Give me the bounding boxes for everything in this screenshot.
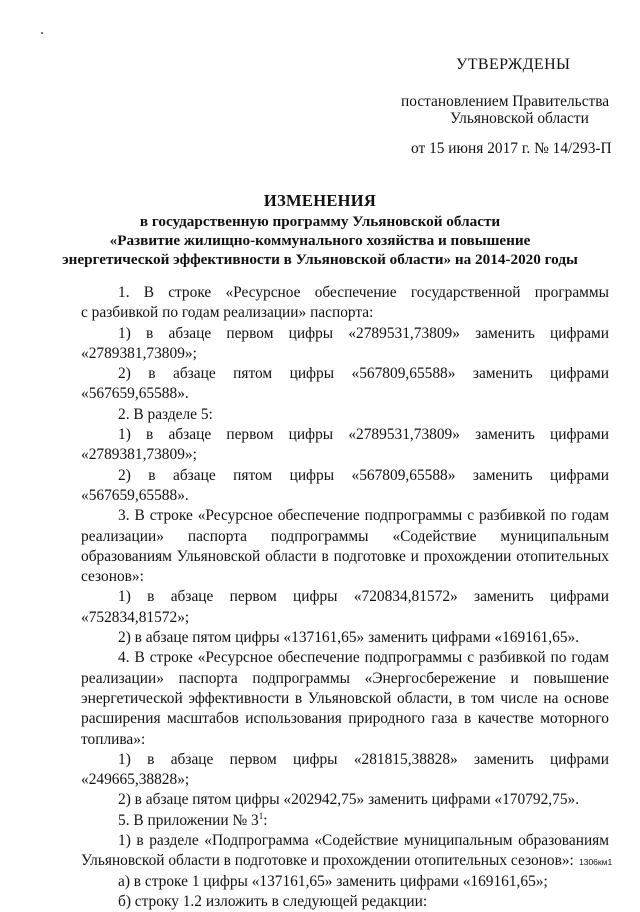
paragraph-text: :	[263, 811, 268, 829]
document-stamp: 1306км1	[579, 857, 613, 867]
heading-line-2: «Развитие жилищно-коммунального хозяйства и повышение	[109, 232, 531, 249]
paragraph-line: реализации» паспорта подпрограммы «Энергосбережение и повышение	[81, 669, 609, 687]
paragraph-line: 1) в абзаце первом цифры «2789531,73809» заменить цифрами	[118, 426, 609, 444]
paragraph-line: 2) в абзаце пятом цифры «202942,75» заменить цифрами «170792,75».	[118, 791, 580, 809]
paragraph-line: б) строку 1.2 изложить в следующей редакции:	[118, 892, 428, 910]
paragraph-line: а) в строке 1 цифры «137161,65» заменить цифрами «169161,65»;	[118, 872, 548, 890]
paragraph-line: 1. В строке «Ресурсное обеспечение государственной программы	[118, 284, 609, 301]
paragraph-line: топлива»:	[81, 730, 146, 748]
approval-date: от 15 июня 2017 г. № 14/293-П	[411, 140, 612, 157]
paragraph-line: 1) в абзаце первом цифры «720834,81572» заменить цифрами	[118, 588, 609, 606]
approval-line-1: постановлением Правительства	[401, 93, 610, 110]
paragraph-line: Ульяновской области в подготовке и прохождении отопительных сезонов»:	[81, 852, 574, 870]
paragraph-line: «752834,81572»;	[81, 608, 190, 626]
heading-line-3: энергетической эффективности в Ульяновской области» на 2014-2020 годы	[62, 251, 578, 268]
approval-title: УТВЕРЖДЕНЫ	[456, 56, 571, 73]
paragraph-line	[81, 811, 609, 831]
footnote-superscript: 1	[258, 810, 264, 821]
document-body	[81, 283, 609, 912]
paragraph-line: образованиям Ульяновской области в подготовке и прохождении отопительных	[81, 547, 609, 565]
paragraph-line: энергетической эффективности в Ульяновской области, в том числе на основе	[81, 689, 609, 707]
paragraph-line: 2. В разделе 5:	[118, 405, 213, 423]
paragraph-line: 2) в абзаце пятом цифры «137161,65» заменить цифрами «169161,65».	[118, 629, 580, 647]
paragraph-line: 4. В строке «Ресурсное обеспечение подпрограммы с разбивкой по годам	[118, 649, 609, 667]
paragraph-line: «2789381,73809»;	[81, 446, 197, 464]
heading-title: ИЗМЕНЕНИЯ	[263, 191, 377, 210]
paragraph-line: «567659,65588».	[81, 385, 189, 403]
paragraph-line: «567659,65588».	[81, 486, 189, 504]
paragraph-line: 2) в абзаце пятом цифры «567809,65588» заменить цифрами	[118, 365, 609, 383]
paragraph-line: сезонов»:	[81, 568, 144, 586]
heading-line-1: в государственную программу Ульяновской области	[139, 213, 501, 230]
paragraph-line: расширения масштабов использования природного газа в качестве моторного	[81, 710, 609, 728]
paragraph-line: «2789381,73809»;	[81, 344, 197, 362]
scan-speck	[41, 32, 43, 34]
paragraph-line: 1) в разделе «Подпрограмма «Содействие муниципальным образованиям	[118, 832, 609, 850]
paragraph-line: 3. В строке «Ресурсное обеспечение подпрограммы с разбивкой по годам	[118, 507, 609, 525]
paragraph-line: реализации» паспорта подпрограммы «Содействие муниципальным	[81, 527, 609, 545]
paragraph-line: 2) в абзаце пятом цифры «567809,65588» заменить цифрами	[118, 466, 609, 484]
approval-line-2: Ульяновской области	[450, 110, 589, 127]
document-heading	[60, 190, 580, 269]
paragraph-line: «249665,38828»;	[81, 771, 190, 789]
paragraph-line: с разбивкой по годам реализации» паспорта:	[81, 304, 374, 322]
paragraph-line: 1) в абзаце первом цифры «281815,38828» заменить цифрами	[118, 750, 609, 768]
paragraph-line: 1) в абзаце первом цифры «2789531,73809» заменить цифрами	[118, 324, 609, 342]
paragraph-text: 5. В приложении № 3	[118, 811, 259, 829]
